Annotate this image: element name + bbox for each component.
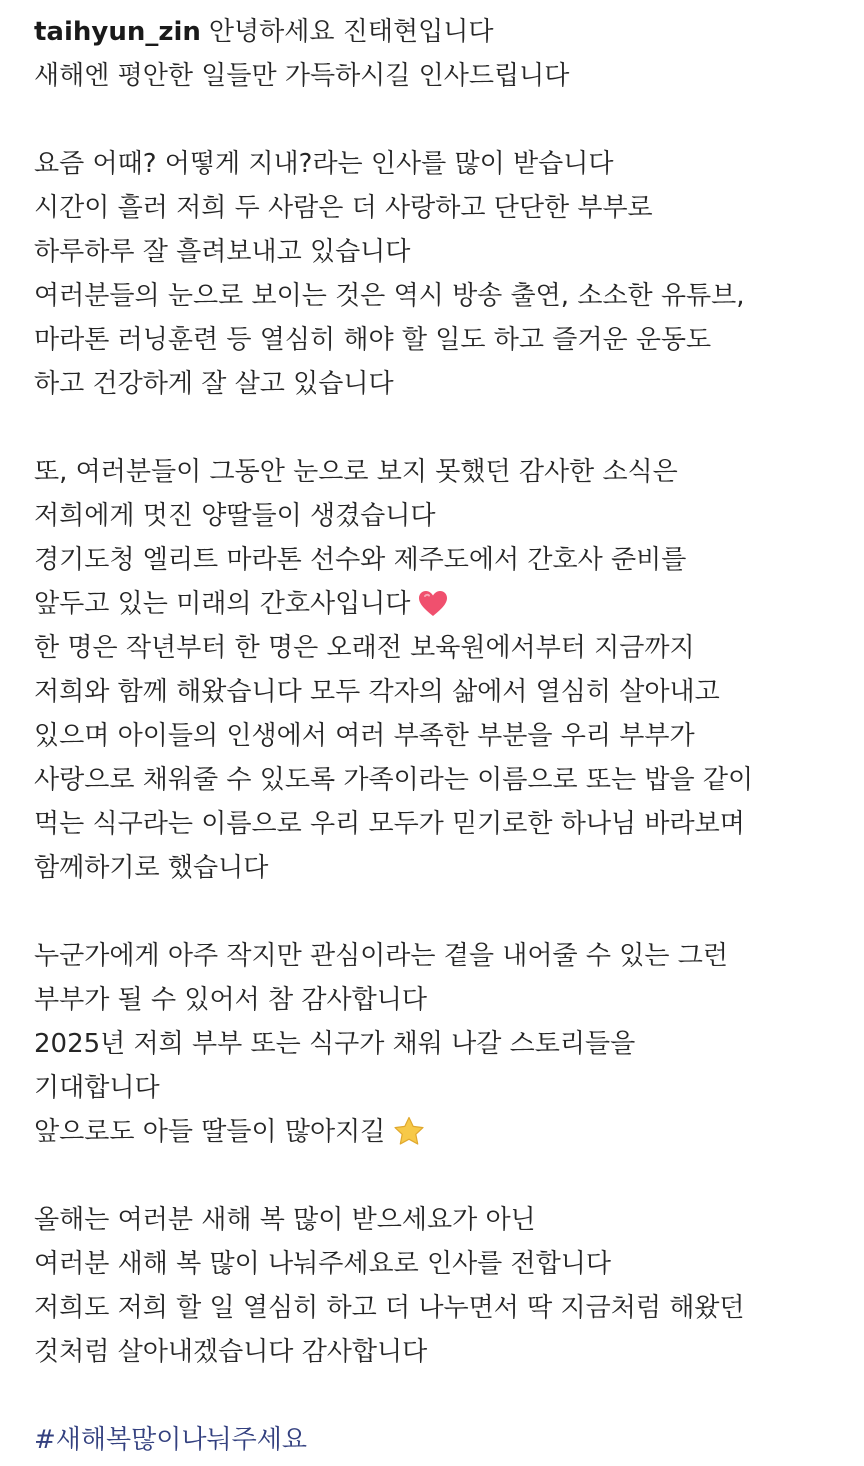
post-caption [34, 10, 854, 1462]
caption-text: 앞으로도 아들 딸들이 많아지길 [34, 1117, 386, 1147]
caption-line: 마라톤 러닝훈련 등 열심히 해야 할 일도 하고 즐거운 운동도 [34, 325, 712, 355]
paragraph-gap [34, 890, 854, 934]
caption-line: 올해는 여러분 새해 복 많이 받으세요가 아닌 [34, 1205, 536, 1235]
caption-line: 2025년 저희 부부 또는 식구가 채워 나갈 스토리들을 [34, 1029, 636, 1059]
caption-line: 먹는 식구라는 이름으로 우리 모두가 믿기로한 하나님 바라보며 [34, 809, 745, 839]
caption-line: 것처럼 살아내겠습니다 감사합니다 [34, 1337, 428, 1367]
caption-line: 저희와 함께 해왔습니다 모두 각자의 삶에서 열심히 살아내고 [34, 677, 720, 707]
caption-line: 부부가 될 수 있어서 참 감사합니다 [34, 985, 427, 1015]
caption-line: 함께하기로 했습니다 [34, 853, 269, 883]
caption-line: 요즘 어때? 어떻게 지내?라는 인사를 많이 받습니다 [34, 149, 614, 179]
caption-line [34, 582, 854, 626]
hashtag-link[interactable]: #새해복많이나눠주세요 [34, 1425, 307, 1455]
caption-line: 또, 여러분들이 그동안 눈으로 보지 못했던 감사한 소식은 [34, 457, 678, 487]
caption-line: 한 명은 작년부터 한 명은 오래전 보육원에서부터 지금까지 [34, 633, 695, 663]
caption-text: 앞두고 있는 미래의 간호사입니다 [34, 589, 411, 619]
caption-line: 누군가에게 아주 작지만 관심이라는 곁을 내어줄 수 있는 그런 [34, 941, 729, 971]
star-icon [393, 1116, 425, 1160]
caption-line: 있으며 아이들의 인생에서 여러 부족한 부분을 우리 부부가 [34, 721, 695, 751]
caption-line: 하고 건강하게 잘 살고 있습니다 [34, 369, 394, 399]
paragraph-gap [34, 1154, 854, 1198]
caption-line: 여러분 새해 복 많이 나눠주세요로 인사를 전합니다 [34, 1249, 612, 1279]
caption-line: 하루하루 잘 흘려보내고 있습니다 [34, 237, 411, 267]
caption-line: 새해엔 평안한 일들만 가득하시길 인사드립니다 [34, 61, 570, 91]
caption-line [34, 10, 854, 54]
caption-line [34, 1418, 854, 1462]
caption-line: 여러분들의 눈으로 보이는 것은 역시 방송 출연, 소소한 유튜브, [34, 281, 745, 311]
username-link[interactable]: taihyun_zin [34, 17, 201, 47]
caption-line: 저희도 저희 할 일 열심히 하고 더 나누면서 딱 지금처럼 해왔던 [34, 1293, 745, 1323]
caption-line: 저희에게 멋진 양딸들이 생겼습니다 [34, 501, 436, 531]
caption-line: 사랑으로 채워줄 수 있도록 가족이라는 이름으로 또는 밥을 같이 [34, 765, 754, 795]
paragraph-gap [34, 98, 854, 142]
paragraph-gap [34, 1374, 854, 1418]
caption-line: 기대합니다 [34, 1073, 160, 1103]
caption-line: 시간이 흘러 저희 두 사람은 더 사랑하고 단단한 부부로 [34, 193, 653, 223]
caption-line [34, 1110, 854, 1154]
paragraph-gap [34, 406, 854, 450]
caption-line: 경기도청 엘리트 마라톤 선수와 제주도에서 간호사 준비를 [34, 545, 687, 575]
greeting-text: 안녕하세요 진태현입니다 [208, 17, 494, 47]
